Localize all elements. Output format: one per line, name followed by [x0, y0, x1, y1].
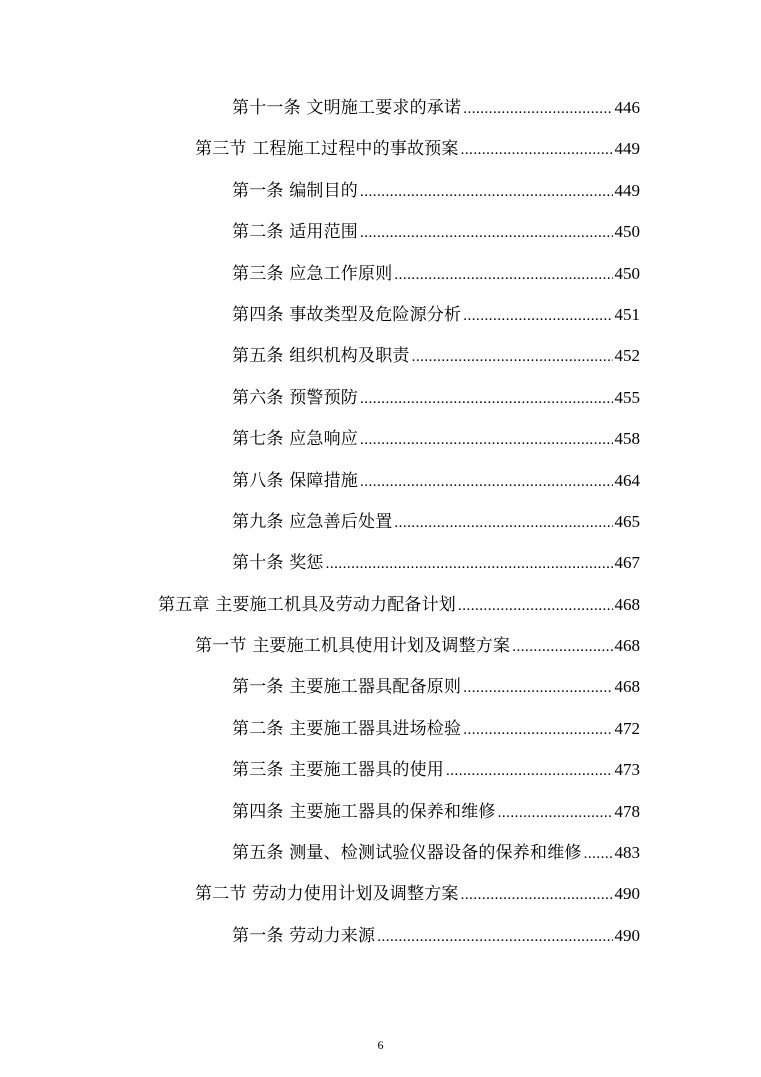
toc-entry-page: 455: [614, 387, 640, 407]
toc-entry-page: 451: [614, 304, 640, 324]
toc-entry[interactable]: [0, 87, 761, 128]
toc-dot-leader: [412, 337, 613, 378]
toc-dot-leader: [458, 586, 612, 627]
toc-dot-leader: [360, 462, 612, 503]
toc-dot-leader: [394, 503, 612, 544]
toc-entry-title: 第十一条 文明施工要求的承诺: [232, 98, 462, 118]
toc-entry-page: 450: [614, 263, 640, 283]
toc-entry[interactable]: [0, 253, 761, 294]
toc-entry-title: 第三条 主要施工器具的使用: [232, 760, 445, 781]
toc-entry-title: 第五章 主要施工机具及劳动力配备计划: [158, 594, 457, 615]
toc-entry-title: 第三节 工程施工过程中的事故预案: [195, 139, 459, 160]
toc-dot-leader: [377, 917, 612, 958]
toc-dot-leader: [463, 668, 612, 709]
toc-entry-title: 第五条 组织机构及职责: [232, 346, 410, 367]
toc-entry[interactable]: [0, 170, 761, 211]
toc-entry-page: 490: [614, 884, 640, 904]
toc-dot-leader: [360, 172, 612, 213]
toc-dot-leader: [360, 420, 612, 461]
toc-dot-leader: [463, 710, 612, 751]
toc-entry[interactable]: [0, 418, 761, 459]
toc-dot-leader: [326, 544, 613, 585]
toc-entry[interactable]: [0, 791, 761, 832]
toc-entry[interactable]: [0, 708, 761, 749]
toc-entry-title: 第六条 预警预防: [232, 387, 359, 408]
toc-entry[interactable]: [0, 666, 761, 707]
toc-entry-page: 468: [614, 594, 640, 614]
toc-entry-page: 472: [614, 718, 640, 738]
toc-entry-page: 478: [614, 801, 640, 821]
toc-dot-leader: [461, 875, 613, 916]
toc-entry-title: 第七条 应急响应: [232, 429, 359, 450]
toc-entry-page: 449: [614, 139, 640, 159]
toc-dot-leader: [360, 379, 612, 420]
toc-entry-page: 467: [614, 553, 640, 573]
toc-entry-title: 第二条 主要施工器具进场检验: [232, 718, 462, 739]
toc-entry-title: 第三条 应急工作原则: [232, 263, 393, 284]
toc-entry-title: 第四条 事故类型及危险源分析: [232, 304, 462, 325]
toc-dot-leader: [498, 793, 613, 834]
toc-dot-leader: [394, 255, 612, 296]
page-number: 6: [377, 1038, 384, 1052]
toc-entry[interactable]: [0, 749, 761, 790]
toc-entry-title: 第一条 主要施工器具配备原则: [232, 677, 462, 698]
toc-entry[interactable]: [0, 501, 761, 542]
toc-dot-leader: [463, 89, 612, 130]
toc-entry[interactable]: [0, 625, 761, 666]
toc-dot-leader: [461, 130, 613, 171]
toc-entry-page: 465: [614, 511, 640, 531]
toc-entry[interactable]: [0, 584, 761, 625]
toc-entry[interactable]: [0, 832, 761, 873]
toc-entry-title: 第一节 主要施工机具使用计划及调整方案: [195, 636, 511, 657]
toc-entry-page: 446: [614, 98, 640, 117]
toc-entry-title: 第一条 劳动力来源: [232, 925, 376, 946]
toc-entry-title: 第二条 适用范围: [232, 222, 359, 243]
toc-dot-leader: [463, 296, 612, 337]
toc-entry-page: 458: [614, 429, 640, 449]
toc-entry[interactable]: [0, 294, 761, 335]
toc-entry[interactable]: [0, 460, 761, 501]
toc-entry[interactable]: [0, 915, 761, 956]
toc-entry-page: 483: [614, 843, 640, 863]
toc-entry-page: 464: [614, 470, 640, 490]
toc-entry-page: 452: [614, 346, 640, 366]
toc-entry-page: 449: [614, 180, 640, 200]
toc-entry-page: 468: [614, 636, 640, 656]
toc-entry[interactable]: [0, 335, 761, 376]
toc-entry-page: 450: [614, 222, 640, 242]
toc-dot-leader: [446, 751, 612, 792]
toc-entry-title: 第一条 编制目的: [232, 180, 359, 201]
toc-entry-page: 473: [614, 760, 640, 780]
toc-entry[interactable]: [0, 128, 761, 169]
toc-entry-title: 第五条 测量、检测试验仪器设备的保养和维修: [232, 843, 582, 864]
toc-entry[interactable]: [0, 377, 761, 418]
toc-dot-leader: [512, 627, 612, 668]
toc-entry-title: 第二节 劳动力使用计划及调整方案: [195, 884, 459, 905]
toc-entry[interactable]: [0, 211, 761, 252]
toc-entry-title: 第九条 应急善后处置: [232, 511, 393, 532]
toc-dot-leader: [584, 834, 613, 875]
toc-entry-title: 第八条 保障措施: [232, 470, 359, 491]
toc-entry[interactable]: [0, 873, 761, 914]
table-of-contents: [0, 87, 761, 956]
toc-dot-leader: [360, 213, 612, 254]
toc-entry-page: 468: [614, 677, 640, 697]
toc-entry-title: 第十条 奖惩: [232, 553, 324, 574]
toc-entry-page: 490: [614, 925, 640, 945]
toc-entry-title: 第四条 主要施工器具的保养和维修: [232, 801, 496, 822]
toc-entry[interactable]: [0, 542, 761, 583]
